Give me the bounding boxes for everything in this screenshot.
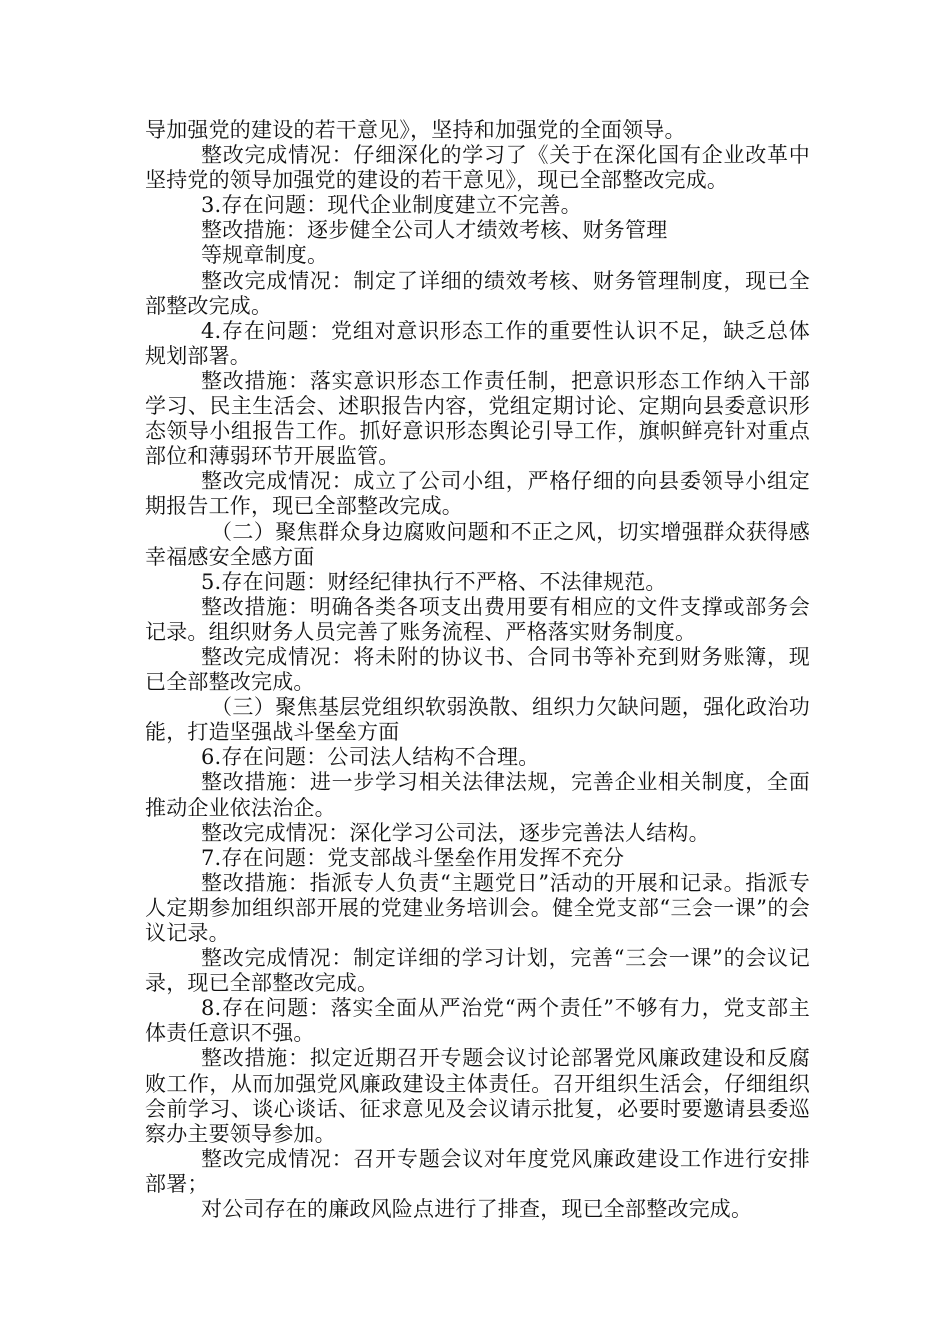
paragraph: 3.存在问题：现代企业制度建立不完善。 [201,193,582,218]
paragraph: 6.存在问题：公司法人结构不合理。 [201,745,540,770]
paragraph: 整改措施：进一步学习相关法律法规，完善企业相关制度，全面推动企业依法治企。 [145,770,810,820]
paragraph: 整改措施：逐步健全公司人才绩效考核、财务管理 [201,218,668,243]
paragraph: 导加强党的建设的若干意见》，坚持和加强党的全面领导。 [145,118,686,142]
paragraph: 7.存在问题：党支部战斗堡垒作用发挥不充分 [201,845,625,870]
section-heading: （三）聚焦基层党组织软弱涣散、组织力欠缺问题，强化政治功能，打造坚强战斗堡垒方面 [145,695,810,745]
paragraph: 整改完成情况：制定了详细的绩效考核、财务管理制度，现已全部整改完成。 [145,268,810,318]
section-heading: （二）聚焦群众身边腐败问题和不正之风，切实增强群众获得感幸福感安全感方面 [145,519,810,569]
paragraph: 等规章制度。 [201,243,329,268]
paragraph: 整改完成情况：将未附的协议书、合同书等补充到财务账簿，现已全部整改完成。 [145,644,810,695]
paragraph: 整改完成情况：制定详细的学习计划，完善“三会一课”的会议记录，现已全部整改完成。 [145,946,810,996]
paragraph: 8.存在问题：落实全面从严治党“两个责任”不够有力，党支部主体责任意识不强。 [145,996,810,1046]
paragraph: 整改完成情况：深化学习公司法，逐步完善法人结构。 [201,820,710,845]
paragraph: 整改完成情况：召开专题会议对年度党风廉政建设工作进行安排部署； [145,1146,810,1196]
paragraph: 整改措施：拟定近期召开专题会议讨论部署党风廉政建设和反腐败工作，从而加强党风廉政建设主体责任。召开组织生活会，仔细组织会前学习、谈心谈话、征求意见及会议请示批复，必要时要邀请县委巡察办主要领导参加。 [145,1046,810,1146]
paragraph: 整改完成情况：仔细深化的学习了《关于在深化国有企业改革中坚持党的领导加强党的建设的若干意见》，现已全部整改完成。 [145,143,810,193]
paragraph: 整改措施：落实意识形态工作责任制，把意识形态工作纳入干部学习、民主生活会、述职报告内容，党组定期讨论、定期向县委意识形态领导小组报告工作。抓好意识形态舆论引导工作，旗帜鲜亮针对重点部位和薄弱环节开展监管。 [145,368,810,469]
paragraph: 4.存在问题：党组对意识形态工作的重要性认识不足，缺乏总体规划部署。 [145,318,810,368]
paragraph: 整改措施：明确各类各项支出费用要有相应的文件支撑或部务会记录。组织财务人员完善了账务流程、严格落实财务制度。 [145,594,810,644]
paragraph: 对公司存在的廉政风险点进行了排查，现已全部整改完成。 [201,1197,753,1222]
paragraph: 5.存在问题：财经纪律执行不严格、不法律规范。 [201,569,667,594]
paragraph: 整改完成情况：成立了公司小组，严格仔细的向县委领导小组定期报告工作，现已全部整改完成。 [145,469,810,519]
paragraph: 整改措施：指派专人负责“主题党日”活动的开展和记录。指派专人定期参加组织部开展的党建业务培训会。健全党支部“三会一课”的会议记录。 [145,870,810,945]
document-body [145,118,810,1222]
